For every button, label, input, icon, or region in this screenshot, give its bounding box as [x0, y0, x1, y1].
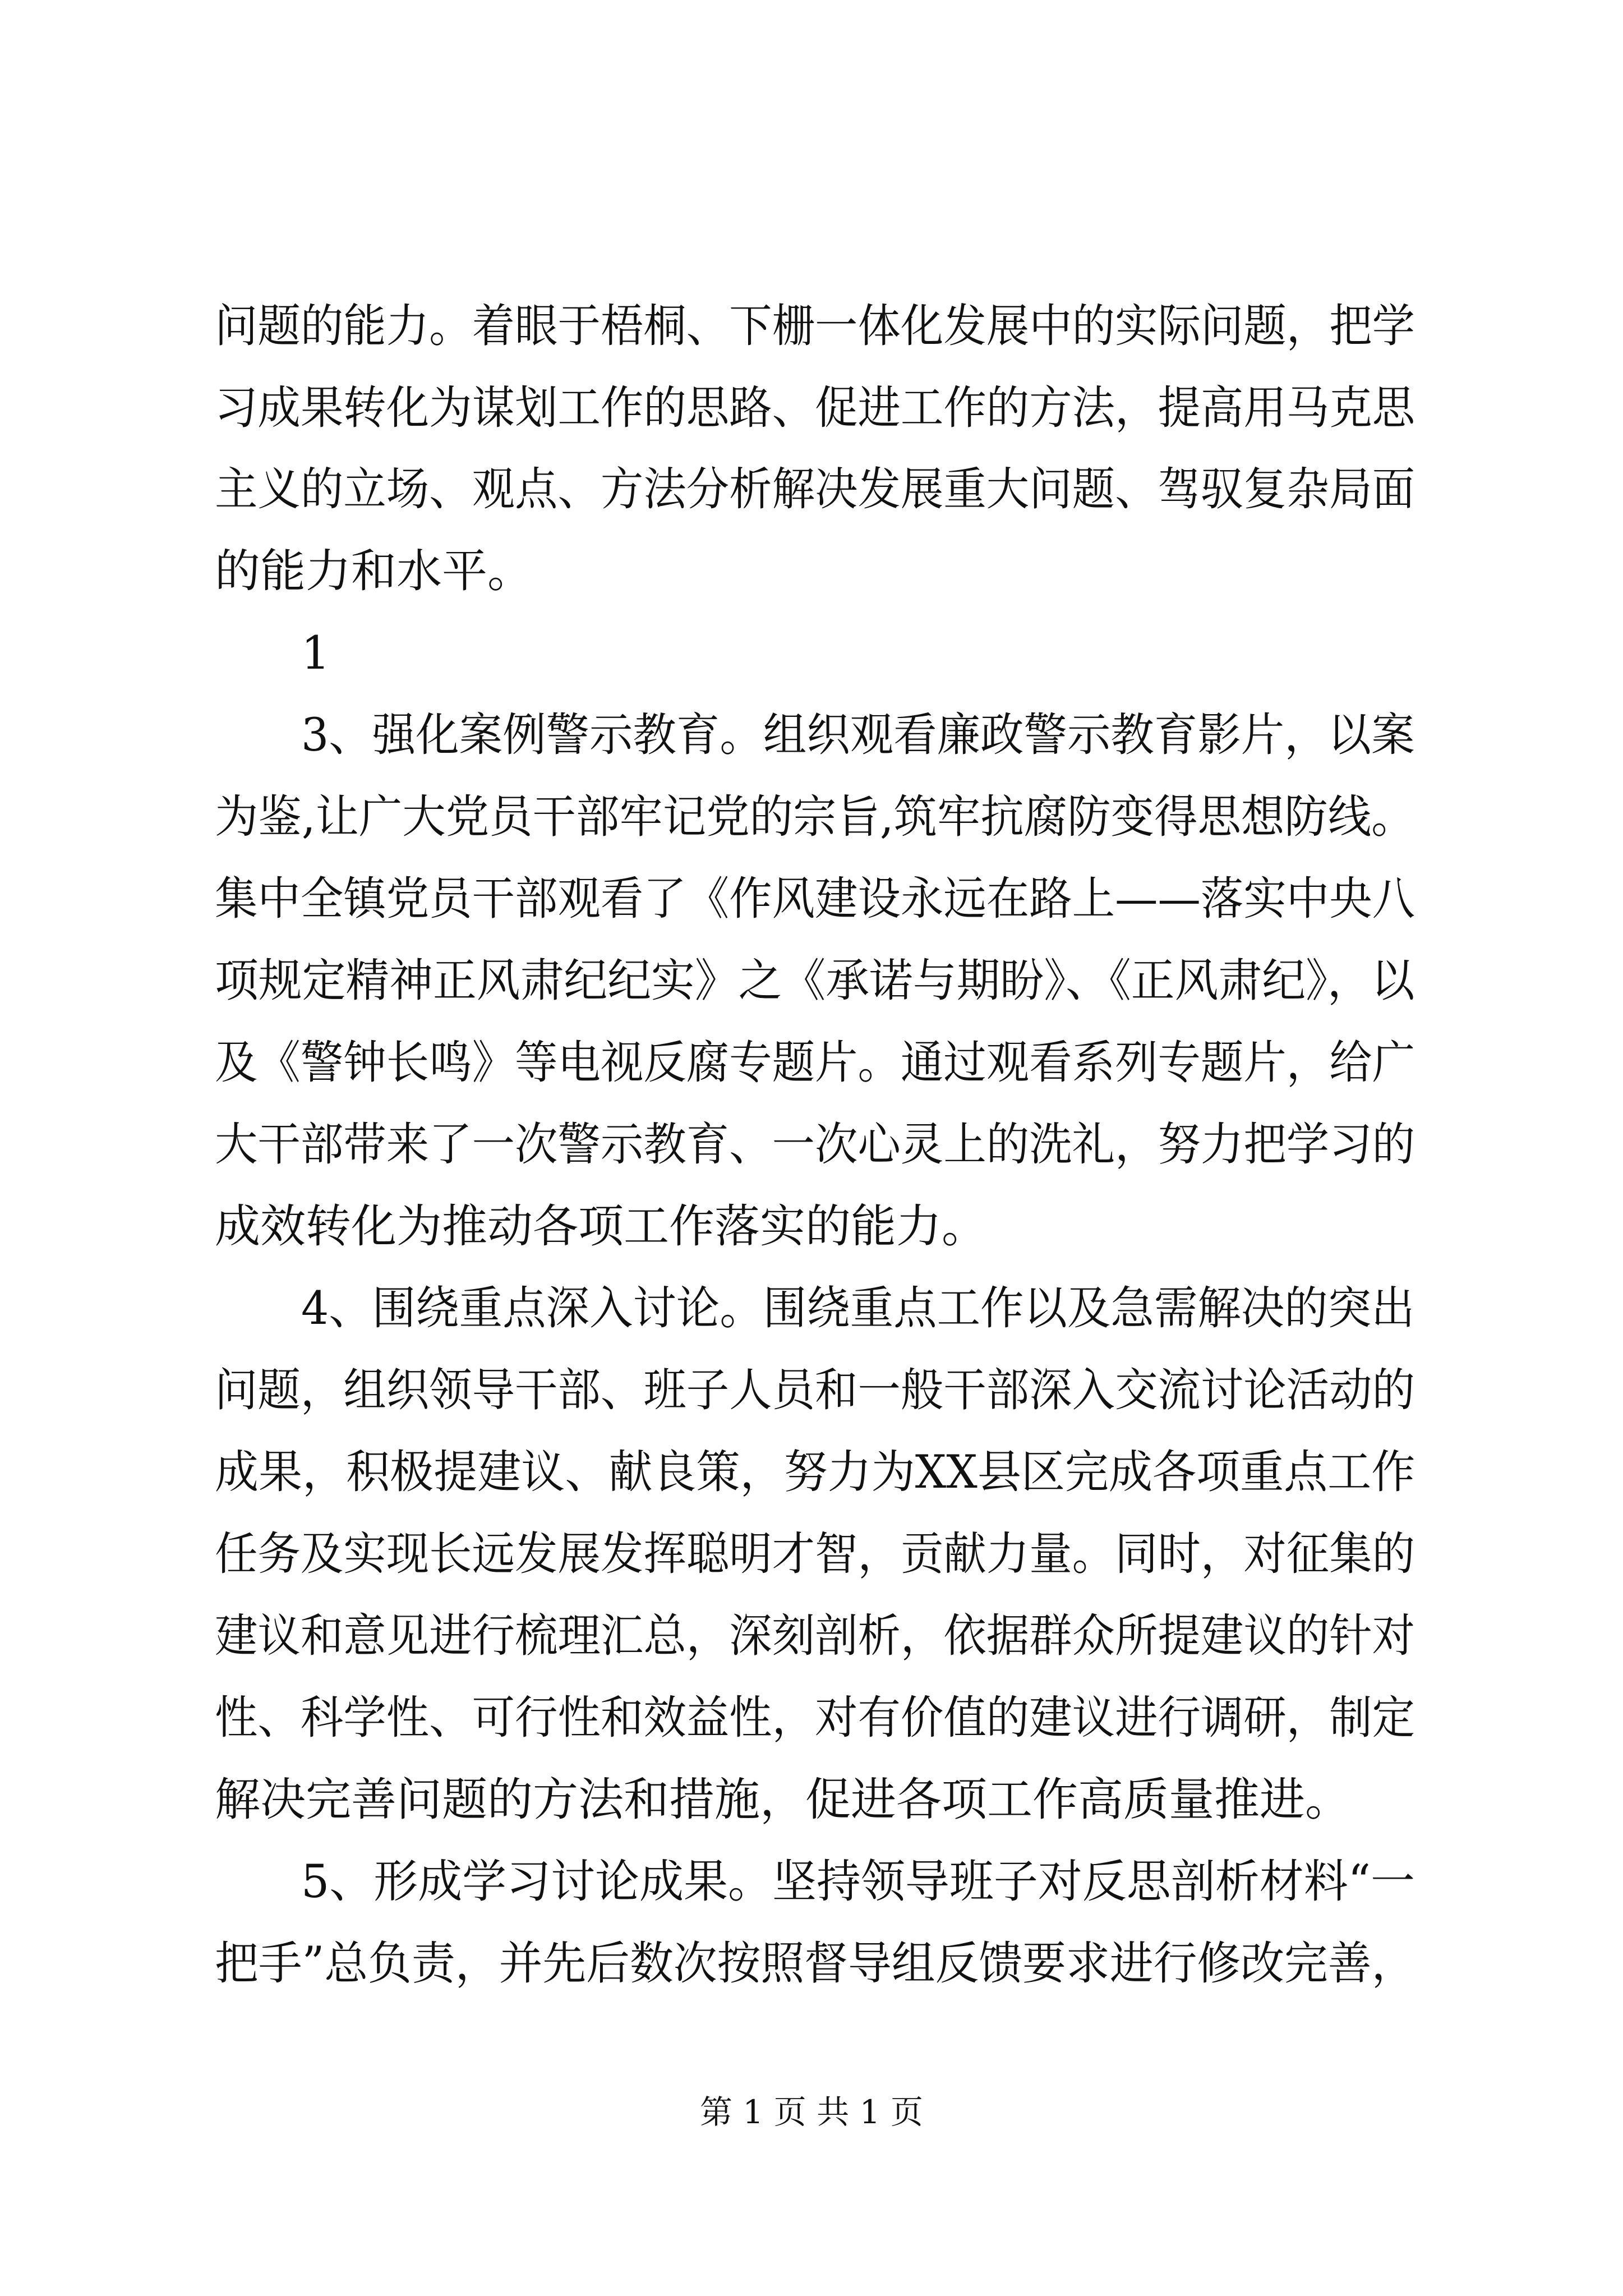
paragraph-4-line-6: 性、科学性、可行性和效益性，对有价值的建议进行调研，制定	[215, 1692, 1415, 1745]
paragraph-3-line-2: 为鉴,让广大党员干部牢记党的宗旨,筑牢抗腐防变得思想防线。	[215, 791, 1415, 844]
page-footer: 第 1 页 共 1 页	[700, 2093, 923, 2131]
paragraph-3-line-3: 集中全镇党员干部观看了《作风建设永远在路上——落实中央八	[215, 873, 1415, 926]
paragraph-3-line-7: 成效转化为推动各项工作落实的能力。	[215, 1200, 988, 1253]
paragraph-3-line-6: 大干部带来了一次警示教育、一次心灵上的洗礼，努力把学习的	[215, 1119, 1415, 1171]
paragraph-4-line-3: 成果，积极提建议、献良策，努力为XX县区完成各项重点工作	[215, 1446, 1415, 1499]
paragraph-5-line-2: 把手”总负责，并先后数次按照督导组反馈要求进行修改完善，	[215, 1938, 1415, 1990]
paragraph-4-line-5: 建议和意见进行梳理汇总，深刻剖析，依据群众所提建议的针对	[215, 1610, 1415, 1663]
numbered-marker: 1	[301, 627, 330, 680]
paragraph-4-line-2: 问题，组织领导干部、班子人员和一般干部深入交流讨论活动的	[215, 1364, 1415, 1417]
paragraph-4-line-1: 4、围绕重点深入讨论。围绕重点工作以及急需解决的突出	[301, 1282, 1415, 1335]
paragraph-1-line-3: 主义的立场、观点、方法分析解决发展重大问题、驾驭复杂局面	[215, 463, 1415, 516]
paragraph-1-line-1: 问题的能力。着眼于梧桐、下栅一体化发展中的实际问题，把学	[215, 300, 1415, 353]
paragraph-3-line-4: 项规定精神正风肃纪纪实》之《承诺与期盼》、《正风肃纪》，以	[215, 955, 1415, 1007]
paragraph-4-line-4: 任务及实现长远发展发挥聪明才智，贡献力量。同时，对征集的	[215, 1528, 1415, 1581]
paragraph-5-line-1: 5、形成学习讨论成果。坚持领导班子对反思剖析材料“一	[301, 1856, 1415, 1908]
paragraph-1-line-2: 习成果转化为谋划工作的思路、促进工作的方法，提高用马克思	[215, 382, 1415, 435]
paragraph-1-line-4: 的能力和水平。	[215, 545, 533, 598]
paragraph-3-line-1: 3、强化案例警示教育。组织观看廉政警示教育影片，以案	[301, 709, 1415, 762]
paragraph-3-line-5: 及《警钟长鸣》等电视反腐专题片。通过观看系列专题片，给广	[215, 1037, 1415, 1089]
paragraph-4-line-7: 解决完善问题的方法和措施，促进各项工作高质量推进。	[215, 1774, 1351, 1826]
